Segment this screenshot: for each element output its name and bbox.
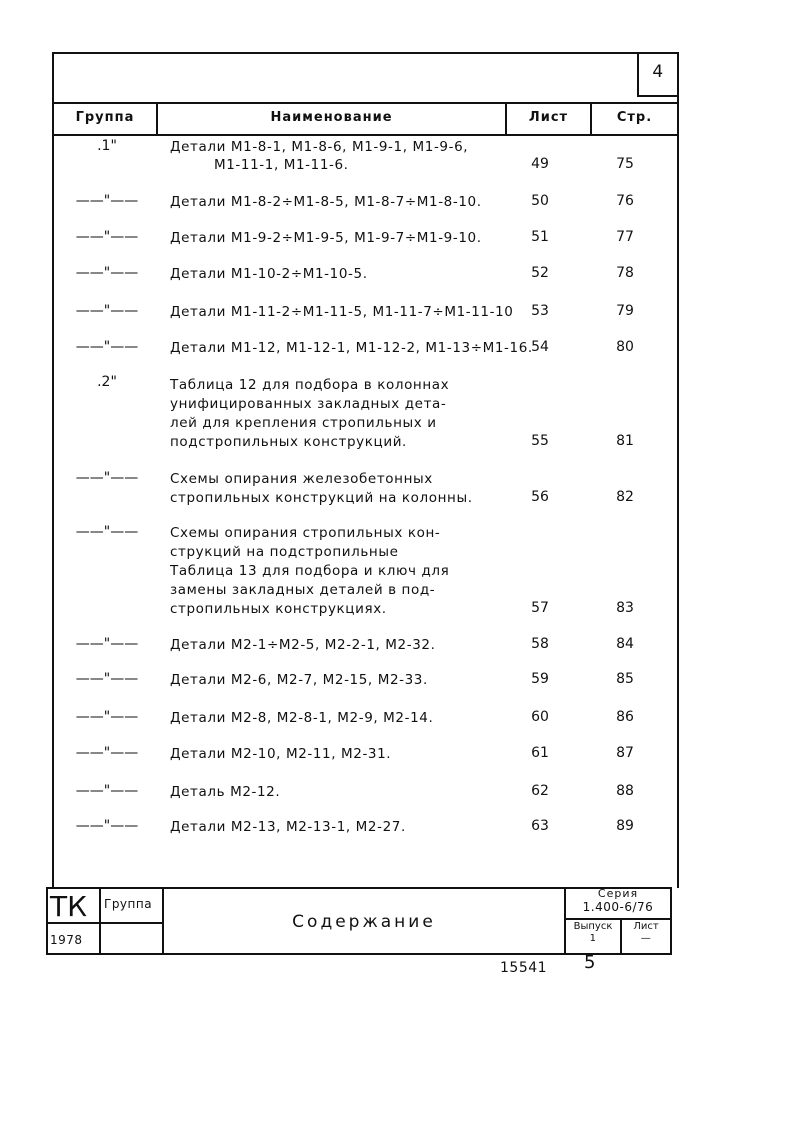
row-7-name-line-2: унифицированных закладных дета-: [170, 396, 447, 412]
stamp-bottom-line: [46, 953, 672, 955]
stamp-title: Содержание: [292, 912, 436, 932]
row-4-group: ——"——: [75, 265, 139, 281]
row-3-group: ——"——: [75, 229, 139, 245]
row-9-sheet: 57: [531, 600, 549, 616]
row-5-page: 79: [616, 303, 634, 319]
row-4-name-line-1: Детали М1-10-2÷М1-10-5.: [170, 266, 368, 282]
row-11-page: 85: [616, 671, 634, 687]
frame-right: [677, 52, 679, 888]
row-15-group: ——"——: [75, 818, 139, 834]
row-11-group: ——"——: [75, 671, 139, 687]
row-1-group: .1": [97, 138, 117, 154]
header-group: Группа: [75, 110, 135, 125]
row-9-group: ——"——: [75, 524, 139, 540]
row-13-page: 87: [616, 745, 634, 761]
stamp-sheet-label: Лист: [633, 921, 659, 932]
row-10-name-line-1: Детали М2-1÷М2-5, М2-2-1, М2-32.: [170, 637, 436, 653]
row-10-group: ——"——: [75, 636, 139, 652]
row-4-sheet: 52: [531, 265, 549, 281]
frame-left: [52, 52, 54, 888]
row-11-name-line-1: Детали М2-6, М2-7, М2-15, М2-33.: [170, 672, 428, 688]
stamp-left-line: [46, 887, 48, 955]
header-sheet: Лист: [528, 110, 569, 125]
header-page: Стр.: [616, 110, 653, 125]
row-2-page: 76: [616, 193, 634, 209]
row-15-sheet: 63: [531, 818, 549, 834]
row-8-name-line-1: Схемы опирания железобетонных: [170, 471, 433, 487]
row-3-name-line-1: Детали М1-9-2÷М1-9-5, М1-9-7÷М1-9-10.: [170, 230, 482, 246]
row-6-name-line-1: Детали М1-12, М1-12-1, М1-12-2, М1-13÷М1-16.: [170, 340, 533, 356]
row-7-name-line-4: подстропильных конструкций.: [170, 434, 407, 450]
row-12-name-line-1: Детали М2-8, М2-8-1, М2-9, М2-14.: [170, 710, 434, 726]
row-7-name-line-3: лей для крепления стропильных и: [170, 415, 437, 431]
row-2-sheet: 50: [531, 193, 549, 209]
row-1-name-line-2: М1-11-1, М1-11-6.: [214, 157, 349, 173]
row-9-name-line-2: струкций на подстропильные: [170, 544, 399, 560]
frame-top: [52, 52, 678, 54]
stamp-group-label: Группа: [104, 897, 153, 911]
row-12-group: ——"——: [75, 709, 139, 725]
row-1-name-line-1: Детали М1-8-1, М1-8-6, М1-9-1, М1-9-6,: [170, 139, 469, 155]
row-14-group: ——"——: [75, 783, 139, 799]
row-12-page: 86: [616, 709, 634, 725]
header-top-line: [52, 102, 678, 104]
row-9-name-line-4: замены закладных деталей в под-: [170, 582, 436, 598]
row-8-sheet: 56: [531, 489, 549, 505]
inventory-number: 15541: [500, 960, 548, 976]
row-13-name-line-1: Детали М2-10, М2-11, М2-31.: [170, 746, 392, 762]
stamp-series-value: 1.400-6/76: [582, 900, 654, 914]
row-9-name-line-3: Таблица 13 для подбора и ключ для: [170, 563, 450, 579]
row-1-sheet: 49: [531, 156, 549, 172]
row-5-name-line-1: Детали М1-11-2÷М1-11-5, М1-11-7÷М1-11-10: [170, 304, 514, 320]
row-6-page: 80: [616, 339, 634, 355]
row-6-sheet: 54: [531, 339, 549, 355]
row-5-group: ——"——: [75, 303, 139, 319]
stamp-divider-tk: [99, 887, 101, 955]
row-9-name-line-1: Схемы опирания стропильных кон-: [170, 525, 441, 541]
row-1-page: 75: [616, 156, 634, 172]
row-12-sheet: 60: [531, 709, 549, 725]
stamp-issue-value: 1: [589, 933, 597, 944]
stamp-right-line: [670, 887, 672, 955]
row-7-group: .2": [97, 374, 117, 390]
stamp-sheet-value: —: [640, 933, 652, 944]
row-4-page: 78: [616, 265, 634, 281]
row-13-sheet: 61: [531, 745, 549, 761]
row-5-sheet: 53: [531, 303, 549, 319]
row-10-sheet: 58: [531, 636, 549, 652]
header-bottom-line: [52, 134, 678, 136]
stamp-mid-right-line: [564, 918, 672, 920]
page-mark: 5: [584, 952, 596, 973]
row-9-name-line-5: стропильных конструкциях.: [170, 601, 387, 617]
row-11-sheet: 59: [531, 671, 549, 687]
row-3-page: 77: [616, 229, 634, 245]
row-8-page: 82: [616, 489, 634, 505]
row-2-name-line-1: Детали М1-8-2÷М1-8-5, М1-8-7÷М1-8-10.: [170, 194, 482, 210]
row-10-page: 84: [616, 636, 634, 652]
row-14-sheet: 62: [531, 783, 549, 799]
page-box-left: [637, 54, 639, 96]
row-6-group: ——"——: [75, 339, 139, 355]
row-7-page: 81: [616, 433, 634, 449]
row-3-sheet: 51: [531, 229, 549, 245]
row-13-group: ——"——: [75, 745, 139, 761]
page-number: 4: [652, 62, 664, 82]
header-name: Наименование: [270, 110, 393, 125]
row-7-name-line-1: Таблица 12 для подбора в колоннах: [170, 377, 450, 393]
row-9-page: 83: [616, 600, 634, 616]
row-2-group: ——"——: [75, 193, 139, 209]
page-box-bottom: [637, 95, 678, 97]
row-14-name-line-1: Деталь М2-12.: [170, 784, 281, 800]
row-8-group: ——"——: [75, 470, 139, 486]
row-15-name-line-1: Детали М2-13, М2-13-1, М2-27.: [170, 819, 406, 835]
stamp-issue-label: Выпуск: [573, 921, 613, 932]
row-15-page: 89: [616, 818, 634, 834]
row-14-page: 88: [616, 783, 634, 799]
stamp-series-label: Серия: [597, 887, 639, 900]
stamp-tk: ТК: [50, 890, 87, 923]
row-7-sheet: 55: [531, 433, 549, 449]
stamp-year: 1978: [50, 933, 83, 947]
row-8-name-line-2: стропильных конструкций на колонны.: [170, 490, 473, 506]
